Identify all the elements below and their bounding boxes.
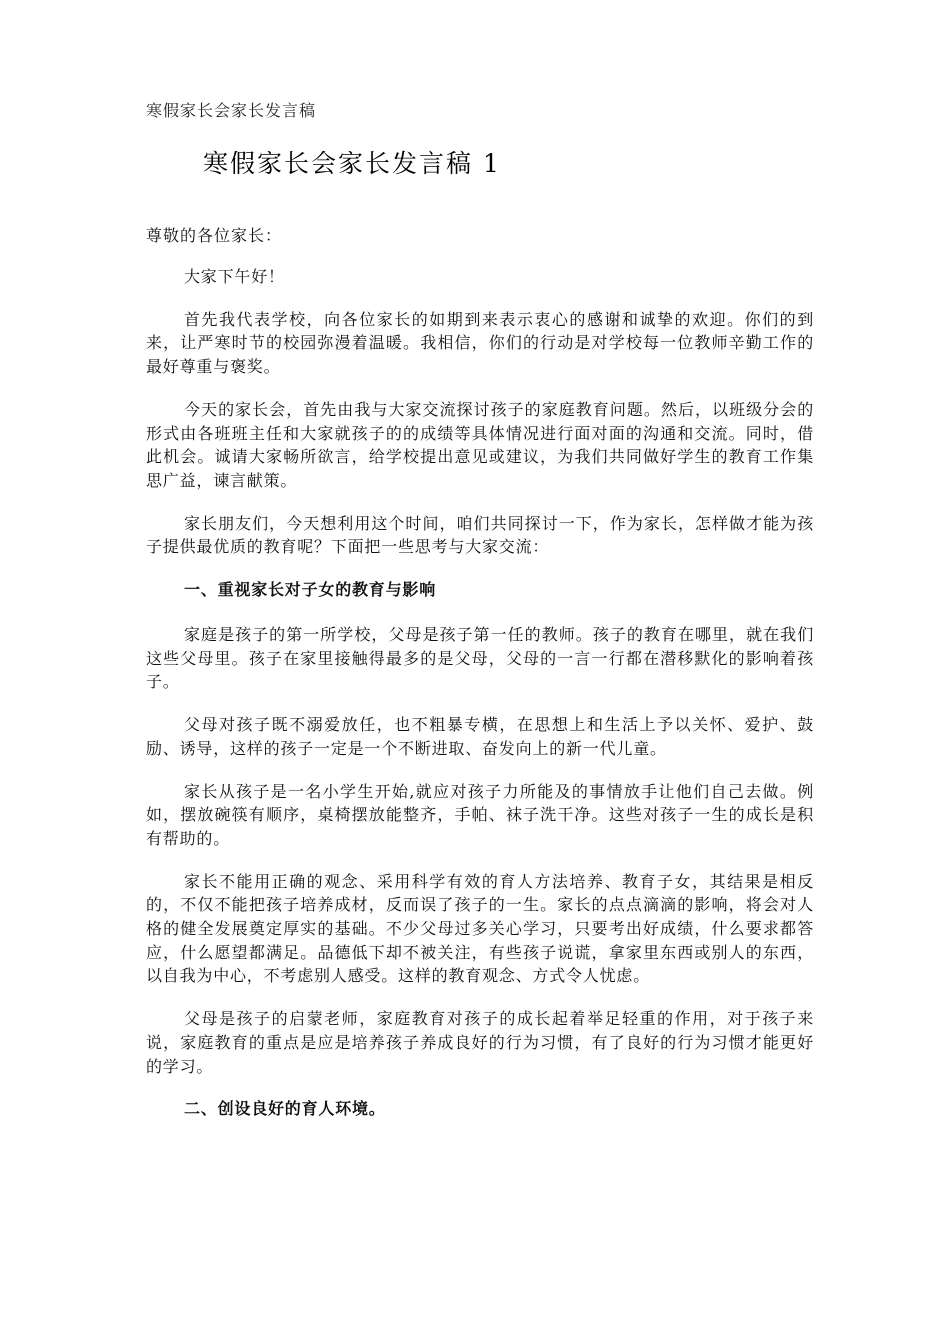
paragraph: 家庭是孩子的第一所学校，父母是孩子第一任的教师。孩子的教育在哪里，就在我们这些父母里。孩子在家里接触得最多的是父母，父母的一言一行都在潜移默化的影响着孩子。 xyxy=(146,625,814,692)
document-body xyxy=(146,224,814,1142)
section-heading-2: 二、创设良好的育人环境。 xyxy=(184,1099,386,1119)
paragraph-agenda: 今天的家长会，首先由我与大家交流探讨孩子的家庭教育问题。然后，以班级分会的形式由各班班主任和大家就孩子的的成绩等具体情况进行面对面的沟通和交流。同时，借此机会。诚请大家畅所欲言，给学校提出意见或建议，为我们共同做好学生的教育工作集思广益，谏言献策。 xyxy=(146,399,814,490)
paragraph: 家长不能用正确的观念、采用科学有效的育人方法培养、教育子女，其结果是相反的，不仅不能把孩子培养成材，反而误了孩子的一生。家长的点点滴滴的影响，将会对人格的健全发展奠定厚实的基础。不少父母过多关心学习，只要考出好成绩，什么要求都答应，什么愿望都满足。品德低下却不被关注，有些孩子说谎，拿家里东西或别人的东西，以自我为中心，不考虑别人感受。这样的教育观念、方式令人忧虑。 xyxy=(146,871,814,986)
paragraph-welcome: 首先我代表学校，向各位家长的如期到来表示衷心的感谢和诚挚的欢迎。你们的到来，让严寒时节的校园弥漫着温暖。我相信，你们的行动是对学校每一位教师辛勤工作的最好尊重与褒奖。 xyxy=(146,309,814,377)
paragraph: 父母是孩子的启蒙老师，家庭教育对孩子的成长起着举足轻重的作用，对于孩子来说，家庭教育的重点是应是培养孩子养成良好的行为习惯，有了良好的行为习惯才能更好的学习。 xyxy=(146,1009,814,1076)
paragraph-intro: 家长朋友们，今天想利用这个时间，咱们共同探讨一下，作为家长，怎样做才能为孩子提供最优质的教育呢？下面把一些思考与大家交流： xyxy=(146,513,814,557)
paragraph: 家长从孩子是一名小学生开始,就应对孩子力所能及的事情放手让他们自己去做。例如，摆放碗筷有顺序，桌椅摆放能整齐，手帕、袜子洗干净。这些对孩子一生的成长是积有帮助的。 xyxy=(146,781,814,848)
document-title: 寒假家长会家长发言稿 1 xyxy=(203,149,501,178)
section-heading-1: 一、重视家长对子女的教育与影响 xyxy=(184,580,437,600)
running-header: 寒假家长会家长发言稿 xyxy=(146,101,317,120)
salutation: 尊敬的各位家长： xyxy=(146,226,283,245)
paragraph: 父母对孩子既不溺爱放任，也不粗暴专横，在思想上和生活上予以关怀、爱护、鼓励、诱导，这样的孩子一定是一个不断进取、奋发向上的新一代儿童。 xyxy=(146,715,814,758)
paragraph-greeting: 大家下午好！ xyxy=(184,267,285,286)
